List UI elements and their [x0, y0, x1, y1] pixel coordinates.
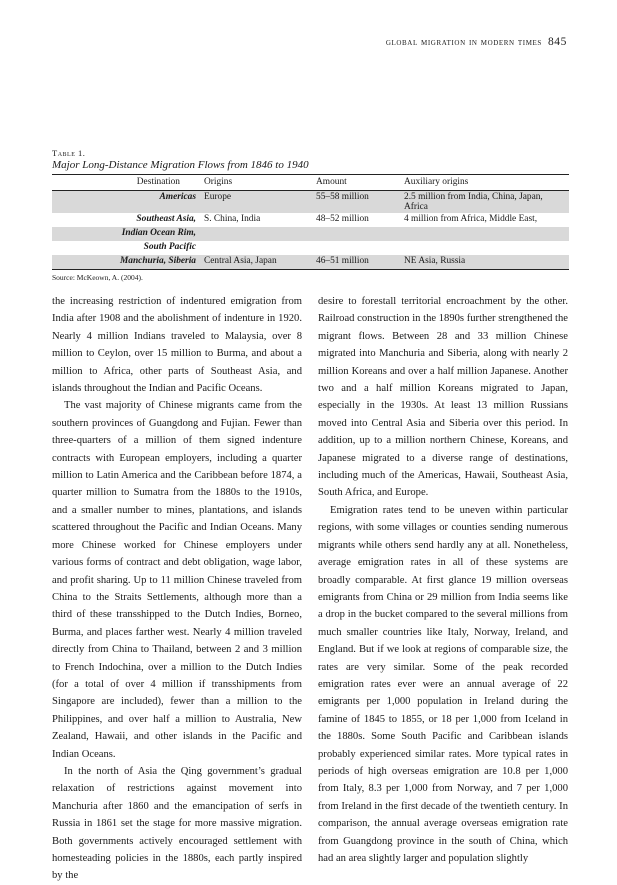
table-header-row — [52, 175, 569, 191]
cell-origins: Europe — [200, 191, 312, 214]
migration-table-block — [52, 148, 569, 282]
cell-origins — [200, 227, 312, 241]
table-source-note: Source: McKeown, A. (2004). — [52, 273, 143, 282]
paragraph: the increasing restriction of indentured emigration from India after 1908 and the abolishment of indenture in 1920. Nearly 4 million Indians traveled to Malaysia, over 8 million to Ceylon, over 15 million to Burma, and about a million to Africa, other parts of Southeast Asia, and islands throughout the Indian and Pacific Oceans. — [52, 296, 302, 395]
cell-destination: Southeast Asia, — [136, 214, 196, 224]
cell-destination: South Pacific — [143, 242, 196, 252]
cell-amount — [312, 241, 400, 255]
column-header-destination: Destination — [136, 177, 180, 187]
page-number: 845 — [547, 36, 567, 48]
column-header-auxiliary-origins: Auxiliary origins — [404, 177, 469, 187]
migration-table — [52, 175, 569, 270]
cell-origins: Central Asia, Japan — [200, 255, 312, 270]
cell-destination: Americas — [52, 191, 200, 214]
cell-auxiliary — [400, 227, 569, 241]
body-column-right — [318, 293, 568, 867]
cell-origins: S. China, India — [204, 214, 261, 224]
cell-auxiliary: NE Asia, Russia — [400, 255, 569, 270]
table-row — [52, 213, 569, 227]
cell-amount: 55–58 million — [312, 191, 400, 214]
column-header-amount: Amount — [316, 177, 347, 187]
table-row — [52, 241, 569, 255]
cell-destination: Indian Ocean Rim, — [52, 227, 200, 241]
cell-auxiliary: 4 million from Africa, Middle East, — [404, 214, 538, 224]
cell-auxiliary: 2.5 million from India, China, Japan, Africa — [400, 191, 569, 214]
paragraph: In the north of Asia the Qing government’s gradual relaxation of restrictions against movement into Manchuria after 1860 and the emancipation of serfs in Russia in 1861 set the stage for more massive migration. Both governments actively encouraged settlement with homesteading policies in the 1880s, each partly inspired by the — [52, 765, 302, 882]
running-head-title: global migration in modern times — [385, 37, 542, 48]
cell-destination: Manchuria, Siberia — [52, 255, 200, 270]
paragraph: desire to forestall territorial encroachment by the other. Railroad construction in the 1890s further strengthened the migrant flows. Between 28 and 33 million Chinese migrated into Manchuria and Siberia, along with nearly 2 million Koreans and over a half million Japanese. Another two and a half million Koreans migrated to Japan, especially in the 1930s. At least 13 million Russians moved into Central Asia and Siberia over this period. In addition, up to a million northern Chinese, Koreans, and Japanese migrated to a diverse range of destinations, including much of the Americas, Hawaii, Southeast Asia, South Africa, and Europe. — [318, 296, 568, 499]
table-row — [52, 227, 569, 241]
paragraph: The vast majority of Chinese migrants came from the southern provinces of Guangdong and Fujian. Fewer than three-quarters of a million of them signed indenture contracts with European employers, including a quarter million to Latin America and the Caribbean before 1874, a quarter million to Sumatra from the 1880s to the 1910s, and a smaller number to mines, plantations, and islands scattered throughout the Pacific and Indian Oceans. Many more Chinese worked for Chinese employers under various forms of contract and debt obligation, wage labor, and profit sharing. Up to 11 million Chinese traveled from China to the Straits Settlements, although more than a third of these transshipped to the Dutch Indies, Borneo, Burma, and places farther west. Nearly 4 million traveled directly from China to Thailand, between 2 and 3 million to French Indochina, over a million to the Dutch Indies (for a total of over 4 million if transshipments from Singapore are included), fewer than a million to the Philippines, and over half a million to Australia, New Zealand, Hawaii, and other islands in the Pacific and Indian Oceans. — [52, 400, 302, 760]
column-header-origins: Origins — [204, 177, 233, 187]
running-head — [386, 36, 567, 48]
table-row — [52, 255, 569, 270]
cell-amount: 46–51 million — [312, 255, 400, 270]
paragraph: Emigration rates tend to be uneven within particular regions, with some villages or counties sending numerous migrants while others send hardly any at all. Nonetheless, average emigration rates in all of these systems are broadly comparable. At first glance 19 million overseas emigrants from China or 29 million from India seems like a drop in the bucket compared to the several millions from much smaller countries like Italy, Norway, Ireland, and England. But if we look at regions of comparable size, the rates are very similar. Some of the peak recorded emigration rates ever were an annual average of 22 emigrants per 1,000 population in Ireland during the famine of 1845 to 1855, or 18 per 1,000 from Iceland in the 1880s. Some South Pacific and Caribbean islands probably experienced similar rates. More typical rates in periods of high overseas emigration are 10.8 per 1,000 from Italy, 8.3 per 1,000 from Norway, and 7 per 1,000 from Ireland in the first decade of the twentieth century. In comparison, the annual average overseas emigration rate from Guangdong province in the south of China, which had an area slightly larger and population slightly — [318, 504, 568, 864]
table-caption: Major Long-Distance Migration Flows from 1846 to 1940 — [52, 159, 309, 171]
table-label: Table 1. — [52, 148, 86, 158]
cell-origins — [200, 241, 312, 255]
cell-auxiliary — [400, 241, 569, 255]
cell-amount: 48–52 million — [316, 214, 369, 224]
body-column-left — [52, 293, 302, 885]
cell-amount — [312, 227, 400, 241]
table-row — [52, 191, 569, 214]
